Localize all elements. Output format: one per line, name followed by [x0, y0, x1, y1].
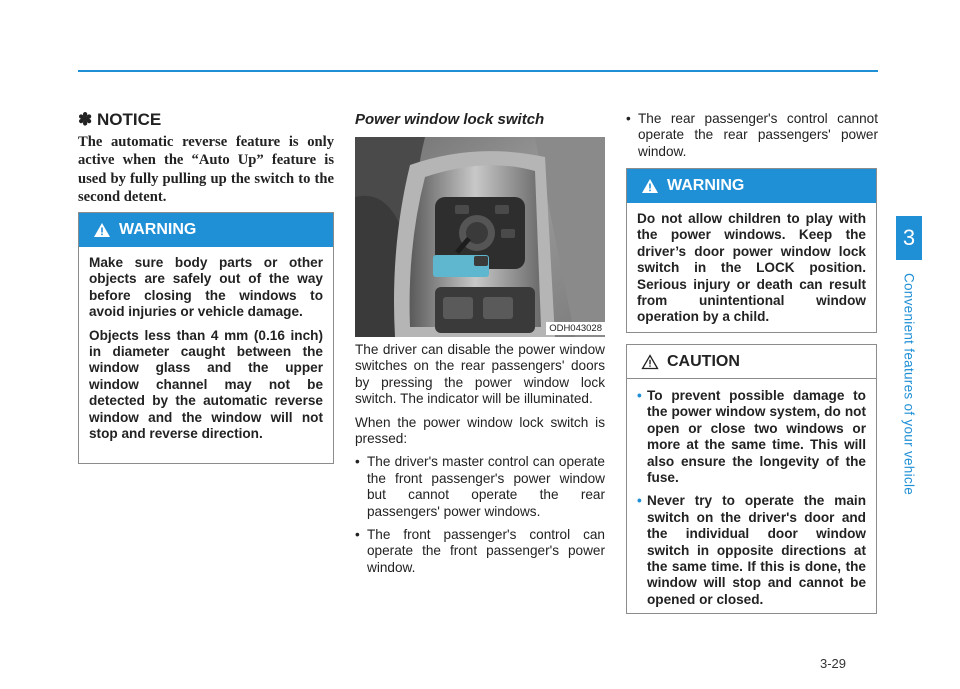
lock-switch-when: When the power window lock switch is pressed:	[355, 414, 605, 447]
lock-switch-list	[355, 454, 605, 576]
section-title: Power window lock switch	[355, 111, 545, 128]
caution-box	[626, 344, 877, 614]
caution-title: CAUTION	[667, 352, 740, 370]
lock-switch-text	[355, 342, 605, 583]
warning-header	[79, 213, 333, 247]
caution-header	[627, 345, 876, 379]
warning-paragraph: Objects less than 4 mm (0.16 inch) in diameter caught between the window glass and the upper window channel may not be detected by the automatic reverse window and the window will not stop and reverse direction.	[89, 327, 323, 442]
chapter-tab	[896, 216, 922, 260]
warning-box-right	[626, 168, 877, 333]
chapter-number: 3	[902, 225, 916, 250]
header-rule	[78, 70, 878, 72]
warning-triangle-icon	[93, 222, 111, 238]
warning-paragraph: Make sure body parts or other objects are safely out of the way before closing the windows to avoid injuries or vehicle damage.	[89, 255, 323, 320]
notice-heading: ✽ NOTICE	[78, 110, 162, 129]
caution-triangle-icon	[641, 354, 659, 370]
list-item: • Never try to operate the main switch on the driver's door and the individual door window switch in opposite directions at the same time. If this is done, the window will stop and cannot be opened or closed.	[637, 493, 866, 607]
list-item: • To prevent possible damage to the power window system, do not open or close two windows or more at the same time. This will also ensure the longevity of the fuse.	[637, 388, 866, 486]
caution-list	[637, 388, 866, 608]
list-item: • The driver's master control can operate the front passenger's power window but cannot operate the rear passengers' power windows.	[355, 454, 605, 519]
chapter-title-vertical	[899, 272, 919, 496]
door-panel-illustration	[355, 137, 605, 337]
warning-title: WARNING	[119, 221, 197, 238]
image-code: ODH043028	[546, 322, 605, 335]
list-item: • The front passenger's control can operate the front passenger's power window.	[355, 527, 605, 575]
lock-switch-intro: The driver can disable the power window switches on the rear passengers' doors by pressing the power window lock switch. The indicator will be illuminated.	[355, 342, 605, 407]
notice-body: The automatic reverse feature is only active when the “Auto Up” feature is used by fully pulling up the switch to the second detent.	[78, 134, 334, 205]
lock-switch-list-continued	[626, 111, 878, 160]
warning-paragraph: Do not allow children to play with the power windows. Keep the driver’s door power window lock switch in the LOCK position. Serious injury or death can result from unintentional window operation by a child.	[637, 211, 866, 325]
warning-box-left	[78, 212, 334, 464]
page-number: 3-29	[820, 656, 847, 671]
warning-title: WARNING	[667, 177, 745, 194]
warning-header	[627, 169, 876, 203]
door-switch-photo	[355, 137, 605, 337]
chapter-title: Convenient features of your vehicle	[901, 272, 917, 496]
list-item: • The rear passenger's control cannot operate the rear passengers' power window.	[626, 111, 878, 159]
warning-triangle-icon	[641, 178, 659, 194]
